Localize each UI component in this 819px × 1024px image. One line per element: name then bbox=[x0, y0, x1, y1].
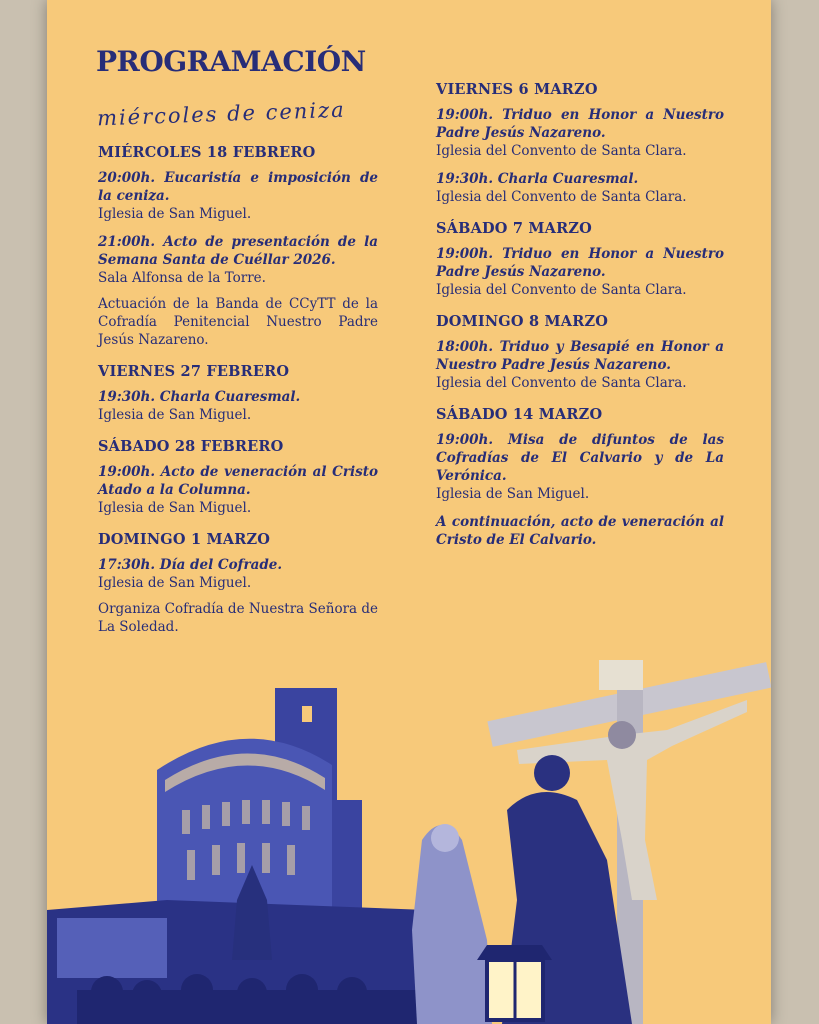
day-block bbox=[98, 144, 378, 349]
event-place: Iglesia de San Miguel. bbox=[98, 575, 252, 591]
event-note: Organiza Cofradía de Nuestra Señora de La Soledad. bbox=[98, 601, 378, 635]
event-time-title: 19:00h. Triduo en Honor a Nuestro Padre Jesús Nazareno. bbox=[436, 246, 724, 280]
event-entry bbox=[98, 233, 378, 349]
lantern bbox=[477, 945, 552, 1020]
event-place: Iglesia de San Miguel. bbox=[98, 407, 252, 423]
event-time-title: 19:00h. Acto de veneración al Cristo Atado a la Columna. bbox=[98, 464, 378, 498]
event-time-title: 18:00h. Triduo y Besapié en Honor a Nuestro Padre Jesús Nazareno. bbox=[436, 339, 724, 373]
day-block bbox=[98, 363, 378, 424]
event-place: Iglesia del Convento de Santa Clara. bbox=[436, 189, 687, 205]
event-place: Sala Alfonsa de la Torre. bbox=[98, 270, 266, 286]
event-entry bbox=[436, 513, 724, 549]
event-place: Iglesia de San Miguel. bbox=[98, 500, 252, 516]
event-place: Iglesia del Convento de Santa Clara. bbox=[436, 375, 687, 391]
event-entry bbox=[98, 388, 378, 424]
event-time-title: A continuación, acto de veneración al Cristo de El Calvario. bbox=[436, 514, 724, 548]
procession-illustration bbox=[47, 640, 771, 1024]
day-block bbox=[436, 81, 724, 206]
day-heading: VIERNES 6 MARZO bbox=[436, 81, 598, 98]
event-time-title: 19:00h. Triduo en Honor a Nuestro Padre Jesús Nazareno. bbox=[436, 107, 724, 141]
church-silhouette bbox=[47, 688, 467, 1024]
day-heading: SÁBADO 28 FEBRERO bbox=[98, 438, 284, 455]
event-entry bbox=[436, 170, 724, 206]
event-entry bbox=[436, 245, 724, 299]
event-entry bbox=[436, 106, 724, 160]
event-note: Actuación de la Banda de CCyTT de la Cofradía Penitencial Nuestro Padre Jesús Nazareno. bbox=[98, 296, 378, 348]
event-entry bbox=[436, 338, 724, 392]
event-time-title: 19:00h. Misa de difuntos de las Cofradías de El Calvario y de La Verónica. bbox=[436, 432, 724, 484]
day-block bbox=[436, 220, 724, 299]
day-heading: DOMINGO 1 MARZO bbox=[98, 531, 271, 548]
event-time-title: 19:30h. Charla Cuaresmal. bbox=[436, 171, 639, 187]
event-entry bbox=[436, 431, 724, 503]
event-place: Iglesia del Convento de Santa Clara. bbox=[436, 282, 687, 298]
day-block bbox=[436, 406, 724, 549]
day-heading: MIÉRCOLES 18 FEBRERO bbox=[98, 144, 316, 161]
day-heading: SÁBADO 7 MARZO bbox=[436, 220, 592, 237]
poster-page bbox=[47, 0, 771, 1024]
schedule-right-column bbox=[436, 81, 724, 563]
event-time-title: 19:30h. Charla Cuaresmal. bbox=[98, 389, 301, 405]
event-entry bbox=[98, 169, 378, 223]
event-entry bbox=[98, 463, 378, 517]
event-place: Iglesia de San Miguel. bbox=[98, 206, 252, 222]
event-entry bbox=[98, 556, 378, 636]
event-place: Iglesia del Convento de Santa Clara. bbox=[436, 143, 687, 159]
day-block bbox=[98, 438, 378, 517]
day-heading: DOMINGO 8 MARZO bbox=[436, 313, 609, 330]
event-place: Iglesia de San Miguel. bbox=[436, 486, 590, 502]
event-time-title: 17:30h. Día del Cofrade. bbox=[98, 557, 283, 573]
day-block bbox=[436, 313, 724, 392]
schedule-left-column bbox=[98, 144, 378, 650]
event-time-title: 20:00h. Eucaristía e imposición de la ceniza. bbox=[98, 170, 378, 204]
page-title: PROGRAMACIÓN bbox=[96, 45, 366, 78]
event-time-title: 21:00h. Acto de presentación de la Semana Santa de Cuéllar 2026. bbox=[98, 234, 378, 268]
day-block bbox=[98, 531, 378, 636]
day-heading: VIERNES 27 FEBRERO bbox=[98, 363, 290, 380]
script-subtitle: miércoles de ceniza bbox=[96, 97, 346, 131]
day-heading: SÁBADO 14 MARZO bbox=[436, 406, 603, 423]
